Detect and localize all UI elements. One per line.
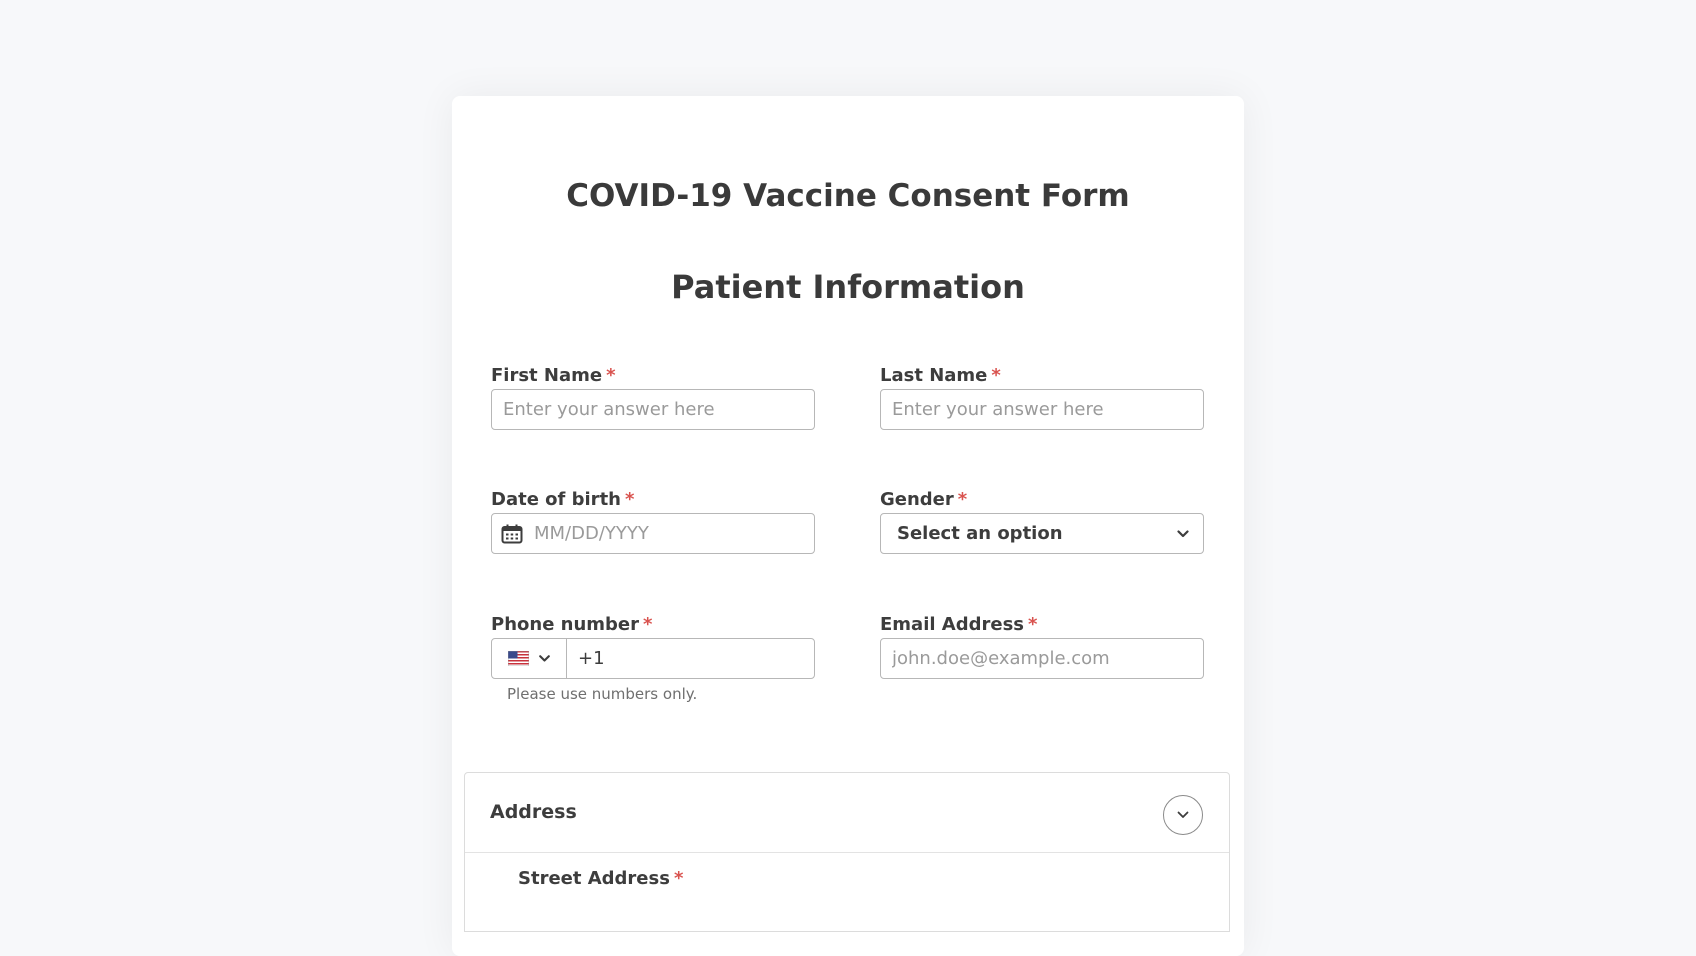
required-asterisk: * xyxy=(1028,614,1038,635)
required-asterisk: * xyxy=(643,614,653,635)
email-input[interactable] xyxy=(880,638,1204,679)
address-panel xyxy=(464,772,1230,932)
email-field xyxy=(880,611,1204,639)
chevron-down-icon xyxy=(1177,530,1189,538)
dob-input[interactable] xyxy=(491,513,815,554)
dob-label-text: Date of birth xyxy=(491,489,621,510)
calendar-icon[interactable] xyxy=(501,524,523,544)
address-panel-title: Address xyxy=(490,801,577,823)
gender-select-value: Select an option xyxy=(897,523,1063,544)
last-name-label-text: Last Name xyxy=(880,365,988,386)
street-address-label xyxy=(518,865,683,893)
last-name-label xyxy=(880,362,1204,390)
address-toggle-button[interactable] xyxy=(1163,795,1203,835)
phone-label-text: Phone number xyxy=(491,614,640,635)
phone-input-group xyxy=(491,638,815,679)
first-name-field xyxy=(491,362,815,390)
chevron-down-icon xyxy=(539,655,550,662)
phone-helper-text: Please use numbers only. xyxy=(507,685,698,703)
required-asterisk: * xyxy=(957,489,968,510)
gender-field xyxy=(880,486,1204,544)
phone-input[interactable] xyxy=(567,639,814,678)
required-asterisk: * xyxy=(624,489,635,510)
first-name-label-text: First Name xyxy=(491,365,603,386)
email-label-text: Email Address xyxy=(880,614,1025,635)
last-name-input[interactable] xyxy=(880,389,1204,430)
first-name-label xyxy=(491,362,815,390)
last-name-field xyxy=(880,362,1204,390)
dob-field xyxy=(491,486,815,514)
chevron-down-icon xyxy=(1177,811,1189,819)
required-asterisk: * xyxy=(991,365,1001,386)
address-panel-header[interactable] xyxy=(465,773,1229,853)
country-code-select[interactable] xyxy=(492,639,567,678)
street-address-label-text: Street Address xyxy=(518,868,670,889)
dob-label xyxy=(491,486,815,514)
section-title: Patient Information xyxy=(671,268,1025,306)
required-asterisk: * xyxy=(606,365,616,386)
phone-field xyxy=(491,611,815,703)
phone-label xyxy=(491,611,815,639)
gender-label-text: Gender xyxy=(880,489,954,510)
first-name-input[interactable] xyxy=(491,389,815,430)
gender-label xyxy=(880,486,1204,514)
us-flag-icon xyxy=(508,651,529,666)
gender-select[interactable] xyxy=(880,513,1204,554)
email-label xyxy=(880,611,1204,639)
form-title: COVID-19 Vaccine Consent Form xyxy=(566,178,1130,214)
required-asterisk: * xyxy=(673,868,684,889)
